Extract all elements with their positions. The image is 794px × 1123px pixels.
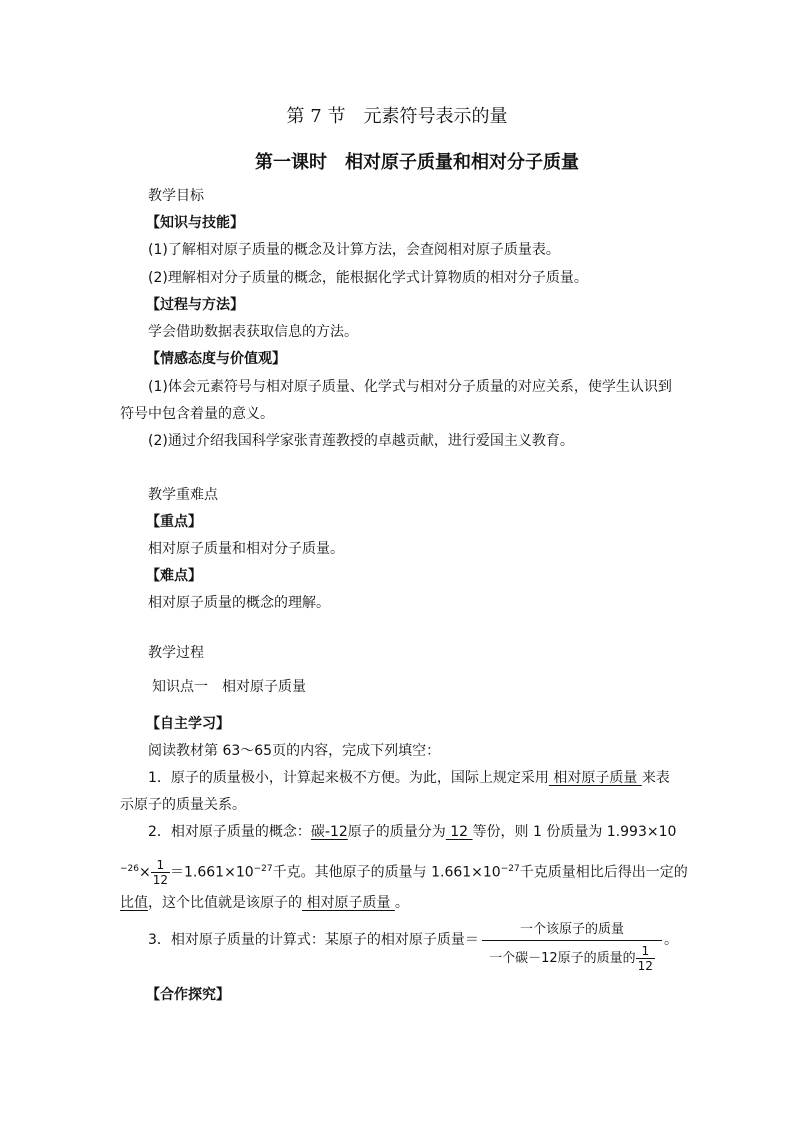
q1-text-end: 来表 bbox=[641, 770, 670, 786]
formula-numerator: 一个该原子的质量 bbox=[482, 918, 662, 941]
emotion-heading: 【情感态度与价值观】 bbox=[146, 351, 286, 367]
exponent: −26 bbox=[120, 864, 139, 874]
q2-text: 2．相对原子质量的概念： bbox=[148, 824, 311, 840]
q2-answer-blank-2: 12 bbox=[445, 824, 473, 840]
difficulty-heading: 教学重难点 bbox=[148, 487, 218, 503]
q2-answer-blank-1: 碳-12 bbox=[310, 824, 348, 840]
emotion-item-1a: (1)体会元素符号与相对原子质量、化学式与相对分子质量的对应关系，使学生认识到 bbox=[148, 379, 672, 395]
exponent: −27 bbox=[500, 864, 520, 874]
equals-value: ＝1.661×10 bbox=[170, 864, 254, 881]
formula-denominator-text: 一个碳－12原子的质量的 bbox=[489, 951, 636, 966]
fraction-one-twelfth bbox=[151, 858, 170, 887]
reading-intro: 阅读教材第 63～65页的内容，完成下列填空： bbox=[148, 743, 441, 759]
q2-answer-blank-3: 比值 bbox=[120, 895, 148, 911]
question-2-line-2 bbox=[120, 852, 688, 890]
q2-text-mid: 原子的质量分为 bbox=[347, 824, 446, 840]
formula-denominator bbox=[482, 941, 662, 973]
process-main-heading: 教学过程 bbox=[148, 645, 204, 661]
key-text: 相对原子质量和相对分子质量。 bbox=[148, 541, 344, 557]
knowledge-item-2: (2)理解相对分子质量的概念，能根据化学式计算物质的相对分子质量。 bbox=[148, 270, 588, 286]
process-item: 学会借助数据表获取信息的方法。 bbox=[148, 324, 358, 340]
question-1-line-2: 示原子的质量关系。 bbox=[120, 797, 246, 813]
fraction-denominator: 12 bbox=[637, 959, 653, 973]
knowledge-item-1: (1)了解相对原子质量的概念及计算方法，会查阅相对原子质量表。 bbox=[148, 242, 560, 258]
question-3-end: 。 bbox=[664, 932, 678, 948]
q1-text: 1．原子的质量极小，计算起来极不方便。为此，国际上规定采用 bbox=[148, 770, 549, 786]
emotion-item-2: (2)通过介绍我国科学家张青莲教授的卓越贡献，进行爱国主义教育。 bbox=[148, 433, 574, 449]
fraction-denominator: 12 bbox=[152, 873, 169, 888]
times-sign: × bbox=[139, 864, 151, 881]
question-2-line-3 bbox=[120, 893, 409, 913]
question-1-line-1 bbox=[148, 768, 670, 788]
key-heading: 【重点】 bbox=[146, 514, 202, 530]
question-2-line-1 bbox=[148, 822, 676, 842]
fraction-numerator: 1 bbox=[151, 858, 170, 873]
fraction-numerator: 1 bbox=[636, 944, 655, 959]
lesson-title: 第一课时 相对原子质量和相对分子质量 bbox=[255, 152, 579, 173]
self-study-heading: 【自主学习】 bbox=[146, 716, 230, 732]
fraction-one-twelfth bbox=[636, 944, 655, 973]
q2-line3-text: ，这个比值就是该原子的 bbox=[148, 895, 302, 911]
relative-atomic-mass-formula bbox=[482, 918, 662, 973]
hard-heading: 【难点】 bbox=[146, 568, 202, 584]
process-heading: 【过程与方法】 bbox=[146, 297, 244, 313]
emotion-item-1b: 符号中包含着量的意义。 bbox=[120, 406, 274, 422]
q2-line2-text-end: 千克质量相比后得出一定的 bbox=[519, 864, 688, 881]
q1-answer-blank: 相对原子质量 bbox=[548, 770, 642, 786]
section-title: 第 7 节 元素符号表示的量 bbox=[286, 106, 508, 127]
cooperate-heading: 【合作探究】 bbox=[146, 987, 230, 1003]
hard-text: 相对原子质量的概念的理解。 bbox=[148, 595, 330, 611]
q2-text-end: 等份，则 1 份质量为 1.993×10 bbox=[472, 824, 677, 840]
q2-line2-text: 千克。其他原子的质量与 1.661×10 bbox=[272, 864, 501, 881]
exponent: −27 bbox=[253, 864, 273, 874]
knowledge-point-1: 知识点一 相对原子质量 bbox=[152, 679, 306, 695]
question-3-text: 3．相对原子质量的计算式：某原子的相对原子质量＝ bbox=[148, 932, 479, 948]
q2-line3-end: 。 bbox=[394, 895, 409, 911]
goals-heading: 教学目标 bbox=[148, 188, 204, 204]
knowledge-heading: 【知识与技能】 bbox=[146, 215, 244, 231]
q2-answer-blank-4: 相对原子质量 bbox=[302, 895, 395, 911]
